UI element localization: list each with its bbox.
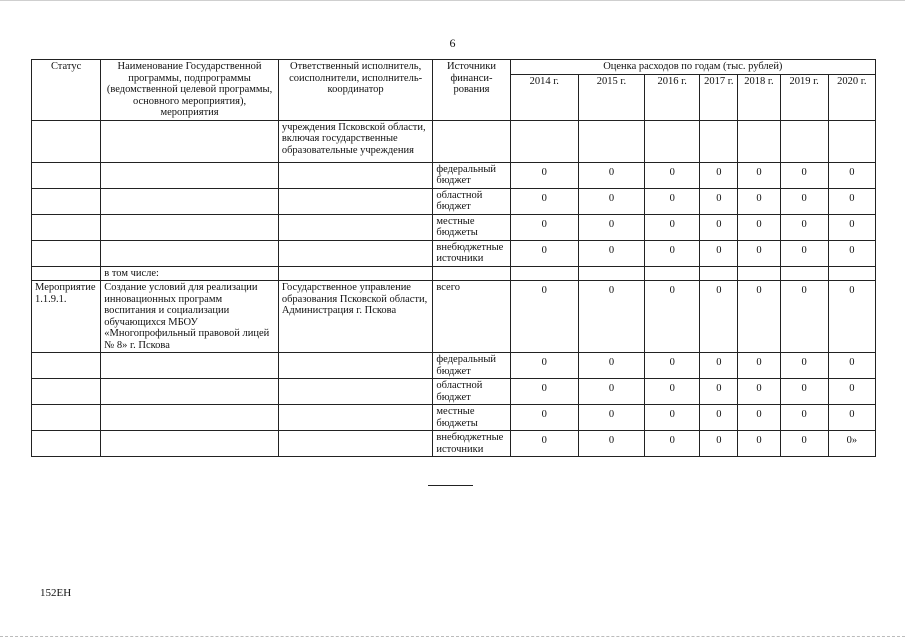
value-cell: 0 xyxy=(700,162,738,188)
document-code: 152ЕН xyxy=(40,587,72,599)
name-cell xyxy=(101,120,279,162)
value-cell: 0 xyxy=(645,214,700,240)
value-cell: 0 xyxy=(780,214,828,240)
executor-cell: Государственное управление образования Псковской области, Администрация г. Пскова xyxy=(278,281,433,353)
value-cell: 0 xyxy=(510,214,578,240)
value-cell: 0 xyxy=(738,281,780,353)
scan-edge-top xyxy=(0,0,905,1)
value-cell: 0 xyxy=(510,405,578,431)
value-cell: 0 xyxy=(645,188,700,214)
source-cell: местные бюджеты xyxy=(433,214,510,240)
name-cell: Создание условий для реализации инновационных программ воспитания и социализации обучающихся МБОУ «Многопрофильный правовой лицей № 8» г. Пскова xyxy=(101,281,279,353)
year-header: 2015 г. xyxy=(578,74,644,120)
year-header: 2019 г. xyxy=(780,74,828,120)
table-row xyxy=(32,162,876,188)
value-cell: 0 xyxy=(510,281,578,353)
value-cell: 0 xyxy=(510,431,578,457)
header-row xyxy=(32,60,876,75)
source-cell: внебюджетные источники xyxy=(433,240,510,266)
value-cell: 0 xyxy=(645,240,700,266)
value-cell: 0 xyxy=(700,281,738,353)
value-cell: 0 xyxy=(510,240,578,266)
col-status-header: Статус xyxy=(32,60,101,121)
value-cell: 0 xyxy=(700,379,738,405)
year-header: 2017 г. xyxy=(700,74,738,120)
col-name-header: Наименование Государственной программы, подпрограммы (ведомственной целевой программы, основного мероприятия), мероприятия xyxy=(101,60,279,121)
value-cell: 0 xyxy=(780,162,828,188)
table-row xyxy=(32,431,876,457)
table-row xyxy=(32,120,876,162)
table-row xyxy=(32,353,876,379)
value-cell: 0 xyxy=(510,379,578,405)
value-cell: 0 xyxy=(578,431,644,457)
value-cell: 0 xyxy=(828,188,875,214)
event-row xyxy=(32,281,876,353)
value-cell: 0 xyxy=(700,214,738,240)
separator-line xyxy=(428,485,473,486)
value-cell: 0 xyxy=(738,214,780,240)
value-cell: 0 xyxy=(700,240,738,266)
value-cell: 0 xyxy=(578,405,644,431)
source-cell: федеральный бюджет xyxy=(433,162,510,188)
value-cell: 0 xyxy=(578,188,644,214)
table-row xyxy=(32,405,876,431)
value-cell: 0 xyxy=(645,281,700,353)
year-header: 2020 г. xyxy=(828,74,875,120)
source-cell: областной бюджет xyxy=(433,188,510,214)
value-cell: 0» xyxy=(828,431,875,457)
value-cell: 0 xyxy=(645,162,700,188)
value-cell: 0 xyxy=(780,281,828,353)
value-cell: 0 xyxy=(828,379,875,405)
value-cell: 0 xyxy=(645,405,700,431)
value-cell: 0 xyxy=(828,281,875,353)
status-cell xyxy=(32,120,101,162)
value-cell: 0 xyxy=(578,214,644,240)
value-cell: 0 xyxy=(700,405,738,431)
status-cell: Мероприятие 1.1.9.1. xyxy=(32,281,101,353)
value-cell: 0 xyxy=(510,188,578,214)
value-cell: 0 xyxy=(645,431,700,457)
scan-edge-bottom xyxy=(0,636,905,638)
value-cell: 0 xyxy=(578,281,644,353)
value-cell: 0 xyxy=(828,162,875,188)
value-cell: 0 xyxy=(738,162,780,188)
source-cell xyxy=(433,120,510,162)
value-cell: 0 xyxy=(780,405,828,431)
value-cell: 0 xyxy=(738,188,780,214)
table-row xyxy=(32,379,876,405)
value-cell: 0 xyxy=(578,353,644,379)
col-estimate-header: Оценка расходов по годам (тыс. рублей) xyxy=(510,60,875,75)
value-cell: 0 xyxy=(645,353,700,379)
value-cell: 0 xyxy=(738,405,780,431)
value-cell: 0 xyxy=(700,431,738,457)
value-cell: 0 xyxy=(828,405,875,431)
value-cell: 0 xyxy=(645,379,700,405)
value-cell: 0 xyxy=(738,379,780,405)
table-row xyxy=(32,214,876,240)
value-cell: 0 xyxy=(780,431,828,457)
value-cell: 0 xyxy=(780,353,828,379)
year-header: 2014 г. xyxy=(510,74,578,120)
value-cell: 0 xyxy=(700,353,738,379)
source-cell: областной бюджет xyxy=(433,379,510,405)
col-executor-header: Ответственный исполнитель, соисполнители, исполнитель-координатор xyxy=(278,60,433,121)
value-cell: 0 xyxy=(780,379,828,405)
source-cell: федеральный бюджет xyxy=(433,353,510,379)
executor-cell: учреждения Псковской области, включая государственные образовательные учреждения xyxy=(278,120,433,162)
value-cell: 0 xyxy=(738,353,780,379)
value-cell: 0 xyxy=(510,353,578,379)
value-cell: 0 xyxy=(828,240,875,266)
budget-table xyxy=(31,59,876,457)
page-number: 6 xyxy=(449,36,456,50)
table-row xyxy=(32,240,876,266)
table-row xyxy=(32,188,876,214)
value-cell: 0 xyxy=(828,214,875,240)
source-cell: внебюджетные источники xyxy=(433,431,510,457)
value-cell: 0 xyxy=(780,188,828,214)
value-cell: 0 xyxy=(578,162,644,188)
year-header: 2016 г. xyxy=(645,74,700,120)
value-cell: 0 xyxy=(738,240,780,266)
value-cell: 0 xyxy=(578,240,644,266)
value-cell: 0 xyxy=(578,379,644,405)
value-cell: 0 xyxy=(700,188,738,214)
value-cell: 0 xyxy=(828,353,875,379)
year-header: 2018 г. xyxy=(738,74,780,120)
table-row xyxy=(32,266,876,281)
value-cell: 0 xyxy=(738,431,780,457)
value-cell: 0 xyxy=(510,162,578,188)
source-cell: местные бюджеты xyxy=(433,405,510,431)
value-cell: 0 xyxy=(780,240,828,266)
source-cell: всего xyxy=(433,281,510,353)
including-label: в том числе: xyxy=(101,266,279,281)
col-sources-header: Источники финанси-рования xyxy=(433,60,510,121)
